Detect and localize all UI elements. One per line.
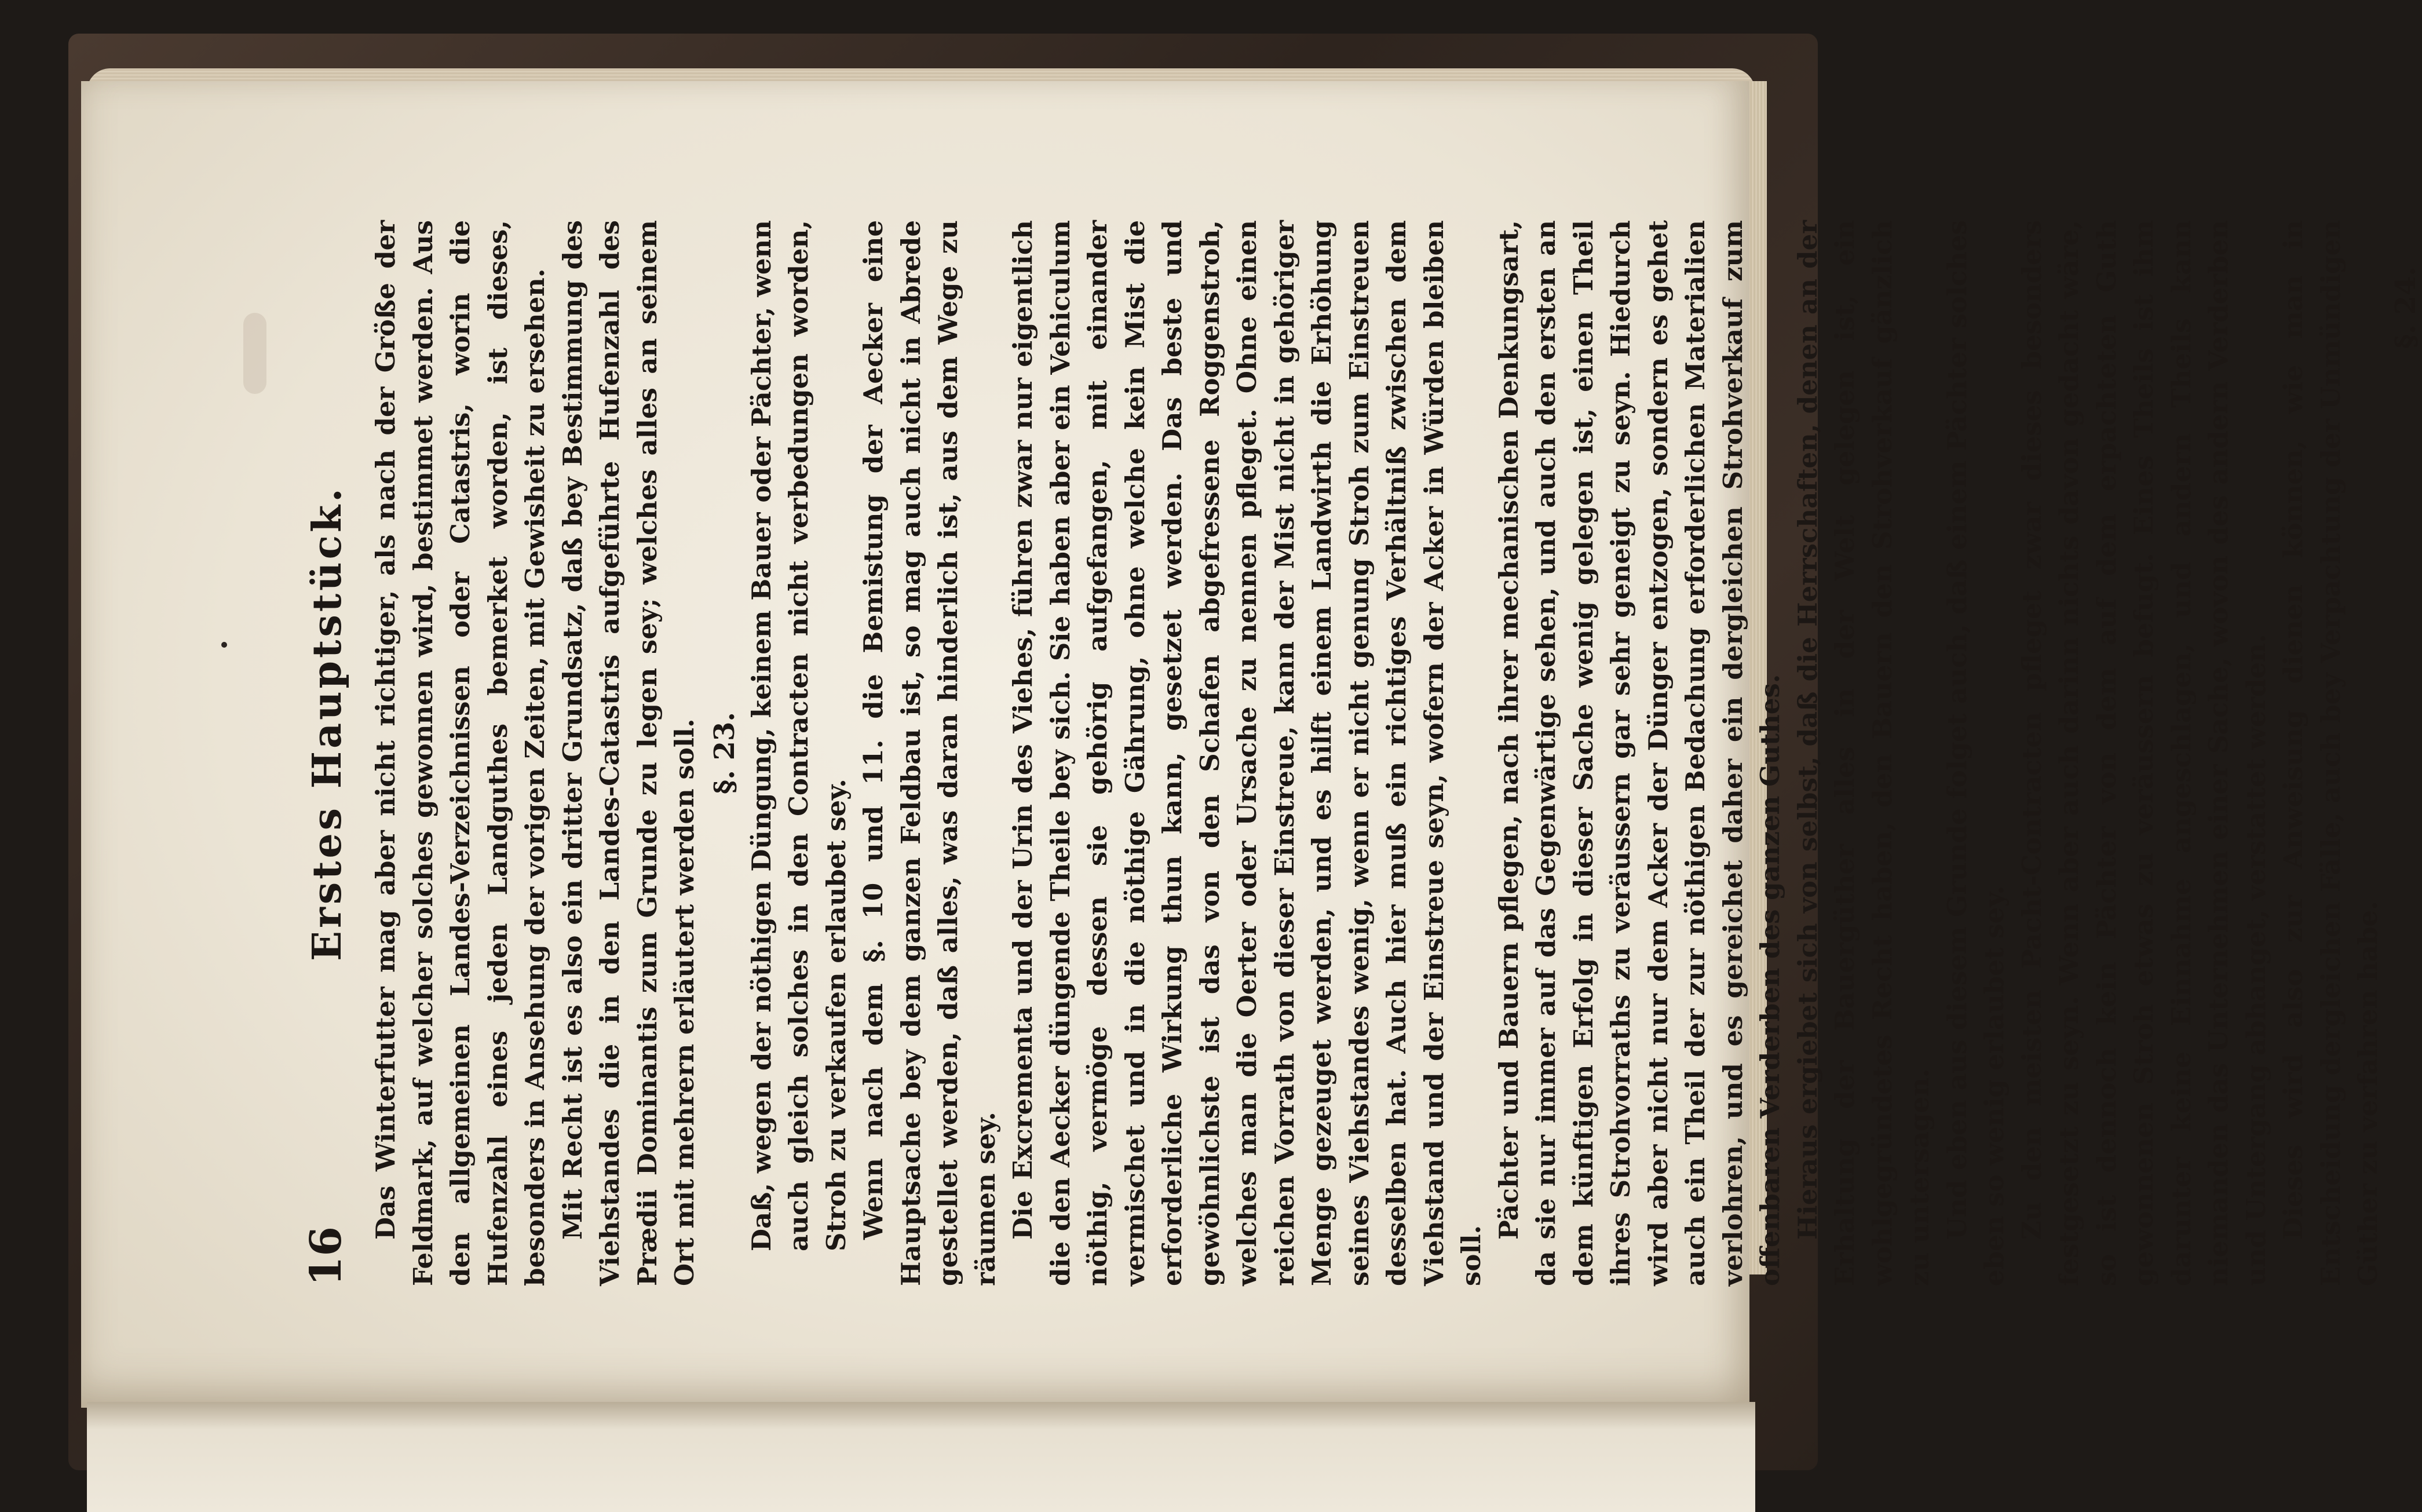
ink-dot	[221, 642, 227, 648]
paragraph: Und eben aus diesem Grunde folget auch, daß einem Pächter solches eben so wenig erlaubet sey.	[1941, 220, 2010, 1286]
catchword: §. 24.	[2389, 266, 2422, 349]
section-heading: §. 23.	[708, 711, 741, 795]
page-number: 16	[301, 1226, 351, 1286]
paragraph: Pächter und Bauern pflegen, nach ihrer mechanischen Denkungsart, da sie nur immer auf das Gegenwärtige sehen, und auch den ersten an dem künftigen Erfolg in dieser Sache wenig gelegen ist, einen Theil ihres Strohvorraths zu veräussern gar sehr geneigt zu seyn. Hiedurch wird aber nicht nur dem Acker der Dünger entzogen, sondern es gehet auch ein Theil der zur nöthigen Bedachung erforderlichen Materialien verlohren, und es gereichet daher ein dergleichen Strohverkauf zum offenbaren Verderben des ganzen Guthes.	[1493, 220, 1785, 1286]
ink-smudge	[243, 313, 266, 394]
paragraph: Dieses wird also zur Anweisung dienen können, wie man in Entscheidung dergleichen Fälle, auch bey Verpachtung der Unmündigen Güther zu verfahren habe.	[2278, 220, 2383, 1286]
section-summary: Daß, wegen der nöthigen Düngung, keinem Bauer oder Pächter, wenn auch gleich solches in den Contracten nicht verbedungen worden, Stroh zu verkaufen erlaubet sey.	[746, 220, 852, 1251]
paragraph: Die Excrementa und der Urin des Viehes, führen zwar nur eigentlich die den Aecker düngende Theile bey sich. Sie haben aber ein Vehiculum nöthig, vermöge dessen sie gehörig aufgefangen, mit einander vermischet und in die nöthige Gährung, ohne welche kein Mist die erforderliche Wirkung thun kann, gesetzet werden. Das beste und gewöhnlichste ist das von den Schafen abgefressene Roggenstroh, welches man die Oerter oder Ursache zu nennen pfleget. Ohne einen reichen Vorrath von dieser Einstreue, kann der Mist nicht in gehöriger Menge gezeuget werden, und es hilft einem Landwirth die Erhöhung seines Viehstandes wenig, wenn er nicht genung Stroh zum Einstreuen desselben hat. Auch hier muß ein richtiges Verhältniß zwischen dem Viehstand und der Einstreue seyn, wofern der Acker in Würden bleiben soll.	[1007, 220, 1486, 1286]
running-title: Erstes Hauptstück.	[304, 485, 350, 961]
paragraph: Hieraus ergiebet sich von selbst, daß die Herrschaften, denen an der Erhaltung der Bauergüther alles in der Welt gelegen ist, ein wohlgegründetes Recht haben, den Bauern den Strohverkauf gänzlich zu untersagen.	[1792, 220, 1935, 1286]
paragraph: Wenn nach dem §. 10 und 11. die Bemistung der Aecker eine Hauptsache bey dem ganzen Feldbau ist, so mag auch nicht in Abrede gestellet werden, daß alles, was daran hinderlich ist, aus dem Wege zu räumen sey.	[858, 220, 1001, 1286]
paragraph: Zu den meisten Pacht-Contracten pfleget zwar dieses besonders festgesetzt zu seyn. Wenn aber auch darinn nichts davon gedacht wäre, so ist dennoch kein Pächter von dem auf dem erpachteten Guth gewonnenen Stroh etwas zu veräussern befugt. Eines Theils ist ihm darunter keine Einnahme angeschlagen, und andern Theils kann niemanden das Unternehmen einer Sache, wovon des andern Verderben und Untergang abhanget, verstattet werden.	[2016, 220, 2271, 1286]
paragraph: Mit Recht ist es also ein dritter Grundsatz, daß bey Bestimmung des Viehstandes die in den Landes-Catastris aufgeführte Hufenzahl des Prædii Dominantis zum Grunde zu legen sey; welches alles an seinem Ort mit mehrern erläutert werden soll.	[557, 220, 700, 1286]
facing-page	[87, 1402, 1755, 1512]
rotated-text-block	[290, 168, 2422, 1338]
paragraph: Das Winterfutter mag aber nicht richtiger, als nach der Größe der Feldmark, auf welcher solches gewonnen wird, bestimmet werden. Aus den allgemeinen Landes-Verzeichnissen oder Catastris, worin die Hufenzahl eines jeden Landguthes bemerket worden, ist dieses, besonders in Ansehung der vorigen Zeiten, mit Gewisheit zu ersehen.	[370, 220, 550, 1286]
page-header	[301, 220, 351, 1286]
